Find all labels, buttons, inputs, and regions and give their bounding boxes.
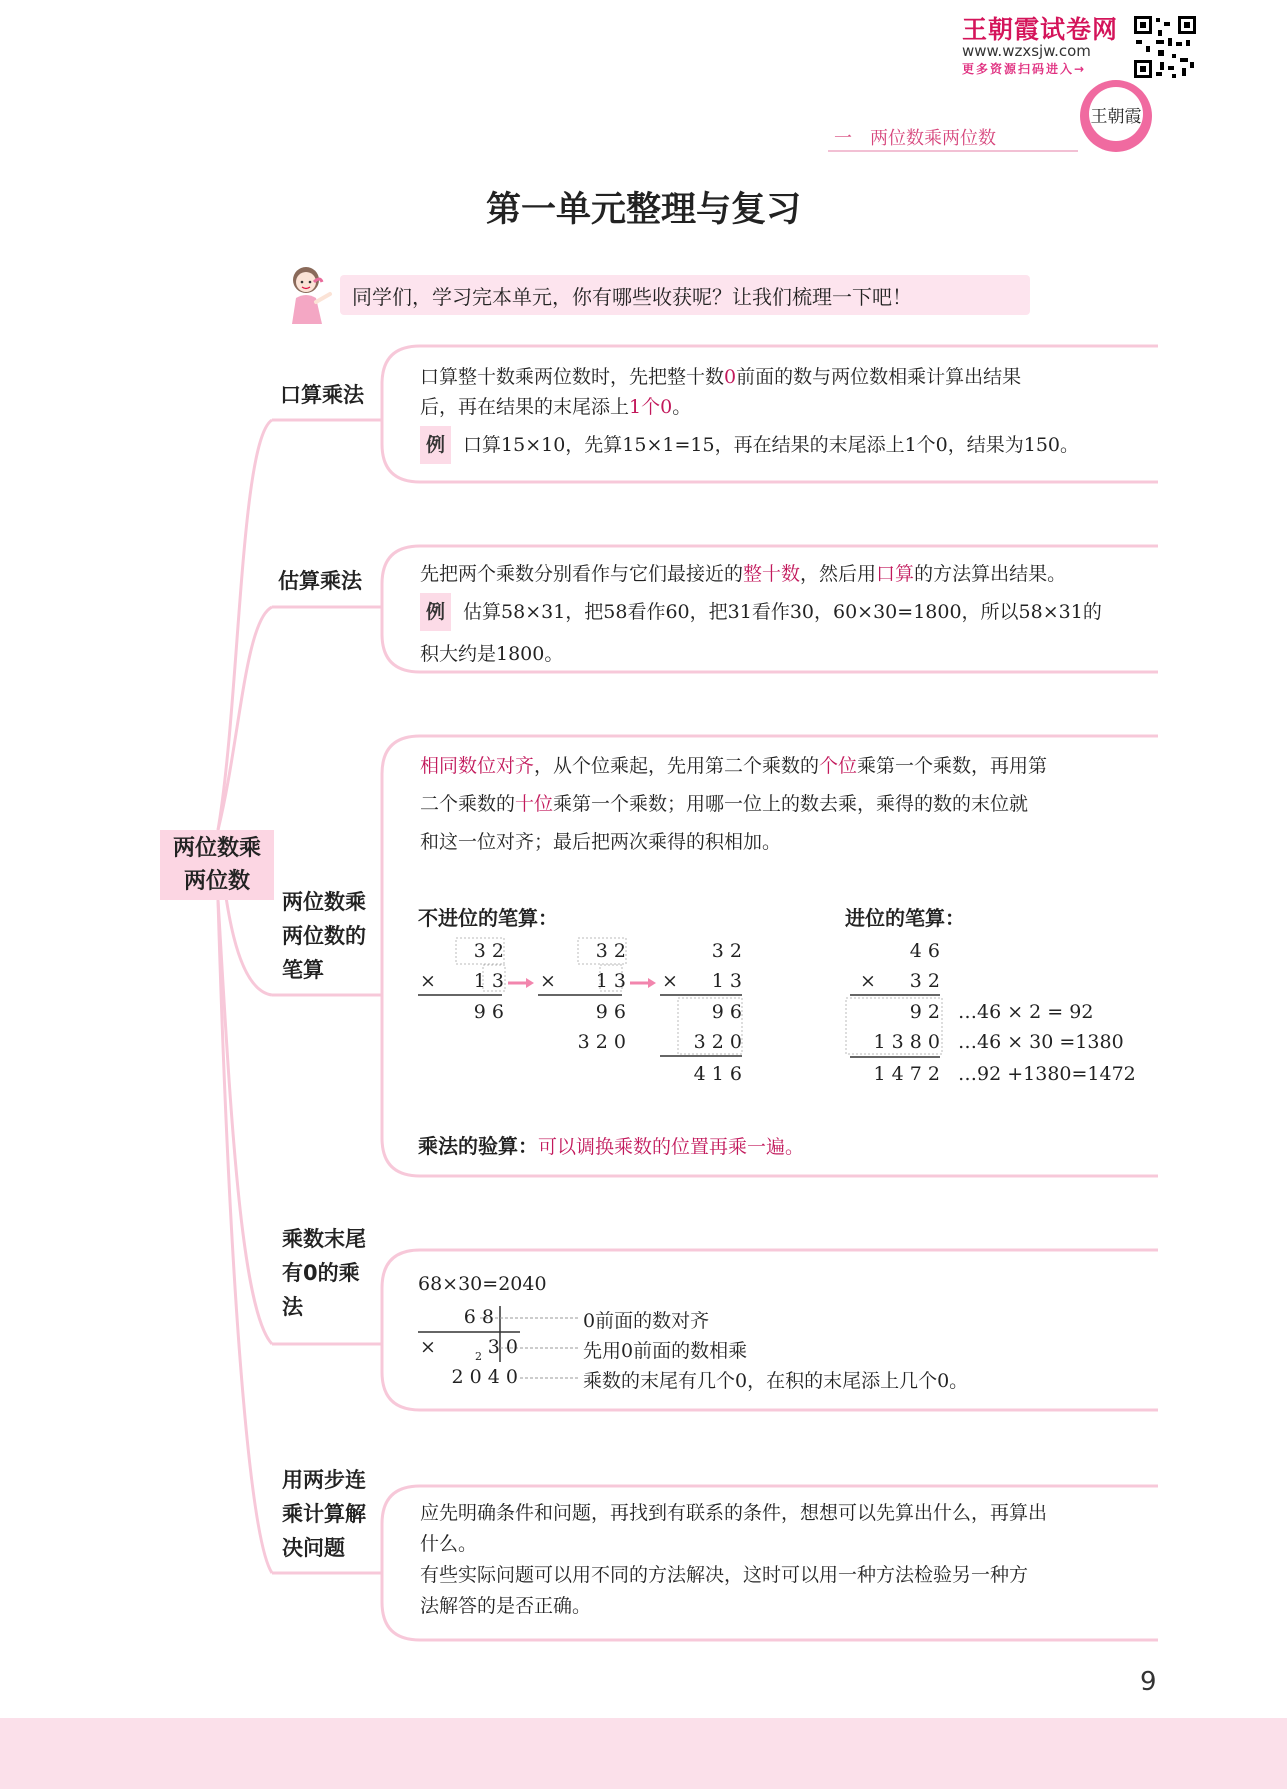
carry-p2: 1 3 8 0	[873, 1031, 940, 1053]
estimate-example-b: 积大约是1800。	[420, 643, 564, 665]
step3-p1: 9 6	[711, 1001, 742, 1023]
step3-times: ×	[662, 970, 678, 992]
written-rule-b: 乘第一个乘数，再用第	[857, 755, 1048, 777]
logo-text: 王朝霞	[1090, 107, 1142, 127]
written-label-1: 两位数乘	[282, 890, 366, 914]
check-line	[418, 1127, 804, 1166]
carry-sum: 1 4 7 2	[873, 1063, 940, 1085]
estimate-example-badge: 例	[420, 593, 451, 631]
intro-text: 同学们，学习完本单元，你有哪些收获呢？让我们梳理一下吧！	[352, 285, 912, 309]
step2-b: 1 3	[595, 970, 626, 992]
trailing-result: 2 0 4 0	[451, 1366, 518, 1388]
trailing-label-3: 法	[282, 1295, 303, 1319]
trailing-label-1: 乘数末尾	[282, 1227, 366, 1251]
written-rule-e: 和这一位对齐；最后把两次乘得的积相加。	[420, 831, 782, 853]
step3-a: 3 2	[711, 940, 742, 962]
step1-b: 1 3	[473, 970, 504, 992]
oral-text-a: 口算整十数乘两位数时，先把整十数	[420, 366, 725, 388]
step2-times: ×	[540, 970, 556, 992]
step2-a: 3 2	[595, 940, 626, 962]
two-step-text-b: 什么。	[420, 1533, 478, 1555]
two-step-label-1: 用两步连	[282, 1468, 366, 1492]
estimate-example-a: 估算58×31，把58看作60，把31看作30，60×30=1800，所以58×31的	[463, 601, 1102, 623]
oral-example: 口算15×10，先算15×1=15，再在结果的末尾添上1个0，结果为150。	[463, 434, 1080, 456]
brand-name: 王朝霞试卷网	[962, 15, 1119, 44]
oral-text-c: 后，再在结果的末尾添上	[420, 396, 630, 418]
oral-one-zero: 1个0	[629, 396, 673, 418]
two-step-text-a: 应先明确条件和问题，再找到有联系的条件，想想可以先算出什么，再算出	[420, 1502, 1048, 1524]
estimate-text-c: 的方法算出结果。	[914, 563, 1067, 585]
trailing-carry-mark: 2	[475, 1350, 482, 1363]
written-rule-c: 二个乘数的	[420, 793, 516, 815]
step2-p2: 3 2 0	[577, 1031, 626, 1053]
branch-label-trailing-zero	[282, 1222, 366, 1324]
branch-label-oral: 口算乘法	[280, 383, 364, 407]
root-line2: 两位数	[183, 869, 250, 894]
carry-note-3: …92 +1380=1472	[958, 1063, 1136, 1085]
trailing-a: 6 8	[463, 1306, 494, 1328]
branch-label-estimate: 估算乘法	[278, 569, 362, 593]
written-rule-a: ，从个位乘起，先用第二个乘数的	[534, 755, 820, 777]
chapter-tag: 一 两位数乘两位数	[834, 128, 996, 149]
brand-cta: 更多资源扫码进入→	[962, 62, 1087, 76]
oral-text-b: 前面的数与两位数相乘计算出结果	[736, 366, 1022, 388]
carry-note-2: …46 × 30 =1380	[958, 1031, 1124, 1053]
written-label-3: 笔算	[282, 958, 324, 982]
brand-url[interactable]: www.wzxsjw.com	[962, 42, 1091, 60]
step1-a: 3 2	[473, 940, 504, 962]
carry-a: 4 6	[909, 940, 940, 962]
page-title: 第一单元整理与复习	[485, 190, 801, 230]
two-step-text-d: 法解答的是否正确。	[420, 1595, 592, 1617]
branch-label-two-step	[282, 1463, 366, 1565]
two-step-label-2: 乘计算解	[282, 1502, 366, 1526]
page-number: 9	[1140, 1667, 1157, 1697]
check-title: 乘法的验算：	[418, 1134, 538, 1158]
written-hl-ones: 个位	[819, 755, 858, 777]
step1-times: ×	[420, 970, 436, 992]
estimate-text-a: 先把两个乘数分别看作与它们最接近的	[420, 563, 744, 585]
footer-band	[0, 1718, 1287, 1789]
oral-example-badge: 例	[420, 426, 451, 464]
written-hl-align: 相同数位对齐	[420, 755, 535, 777]
carry-b: 3 2	[909, 970, 940, 992]
trailing-label-2: 有0的乘	[282, 1261, 360, 1285]
step1-p1: 9 6	[473, 1001, 504, 1023]
carry-times: ×	[860, 970, 876, 992]
two-step-label-3: 决问题	[282, 1536, 345, 1560]
trailing-b: 3 0	[487, 1336, 518, 1358]
step3-p2: 3 2 0	[693, 1031, 742, 1053]
trailing-note-1: 0前面的数对齐	[583, 1310, 710, 1332]
two-step-text	[420, 1498, 1160, 1622]
estimate-hl-tens: 整十数	[743, 563, 801, 585]
estimate-hl-oral: 口算	[876, 563, 915, 585]
oral-text-d: 。	[672, 396, 692, 418]
step3-b: 1 3	[711, 970, 742, 992]
estimate-text-b: ，然后用	[800, 563, 877, 585]
written-rule-d: 乘第一个乘数；用哪一位上的数去乘，乘得的数的末位就	[553, 793, 1029, 815]
trailing-equation: 68×30=2040	[418, 1273, 547, 1295]
step2-p1: 9 6	[595, 1001, 626, 1023]
root-line1: 两位数乘	[172, 836, 261, 861]
step3-sum: 4 1 6	[693, 1063, 742, 1085]
written-hl-tens: 十位	[515, 793, 554, 815]
oral-zero: 0	[724, 366, 737, 388]
carry-title: 进位的笔算：	[845, 906, 965, 930]
carry-p1: 9 2	[909, 1001, 940, 1023]
trailing-note-3: 乘数的末尾有几个0，在积的末尾添上几个0。	[583, 1370, 969, 1392]
carry-note-1: …46 × 2 = 92	[958, 1001, 1094, 1023]
no-carry-title: 不进位的笔算：	[418, 906, 558, 930]
trailing-note-2: 先用0前面的数相乘	[583, 1340, 748, 1362]
two-step-text-c: 有些实际问题可以用不同的方法解决，这时可以用一种方法检验另一种方	[420, 1564, 1029, 1586]
written-label-2: 两位数的	[282, 924, 366, 948]
check-text: 可以调换乘数的位置再乘一遍。	[538, 1136, 805, 1158]
trailing-times: ×	[420, 1336, 436, 1358]
